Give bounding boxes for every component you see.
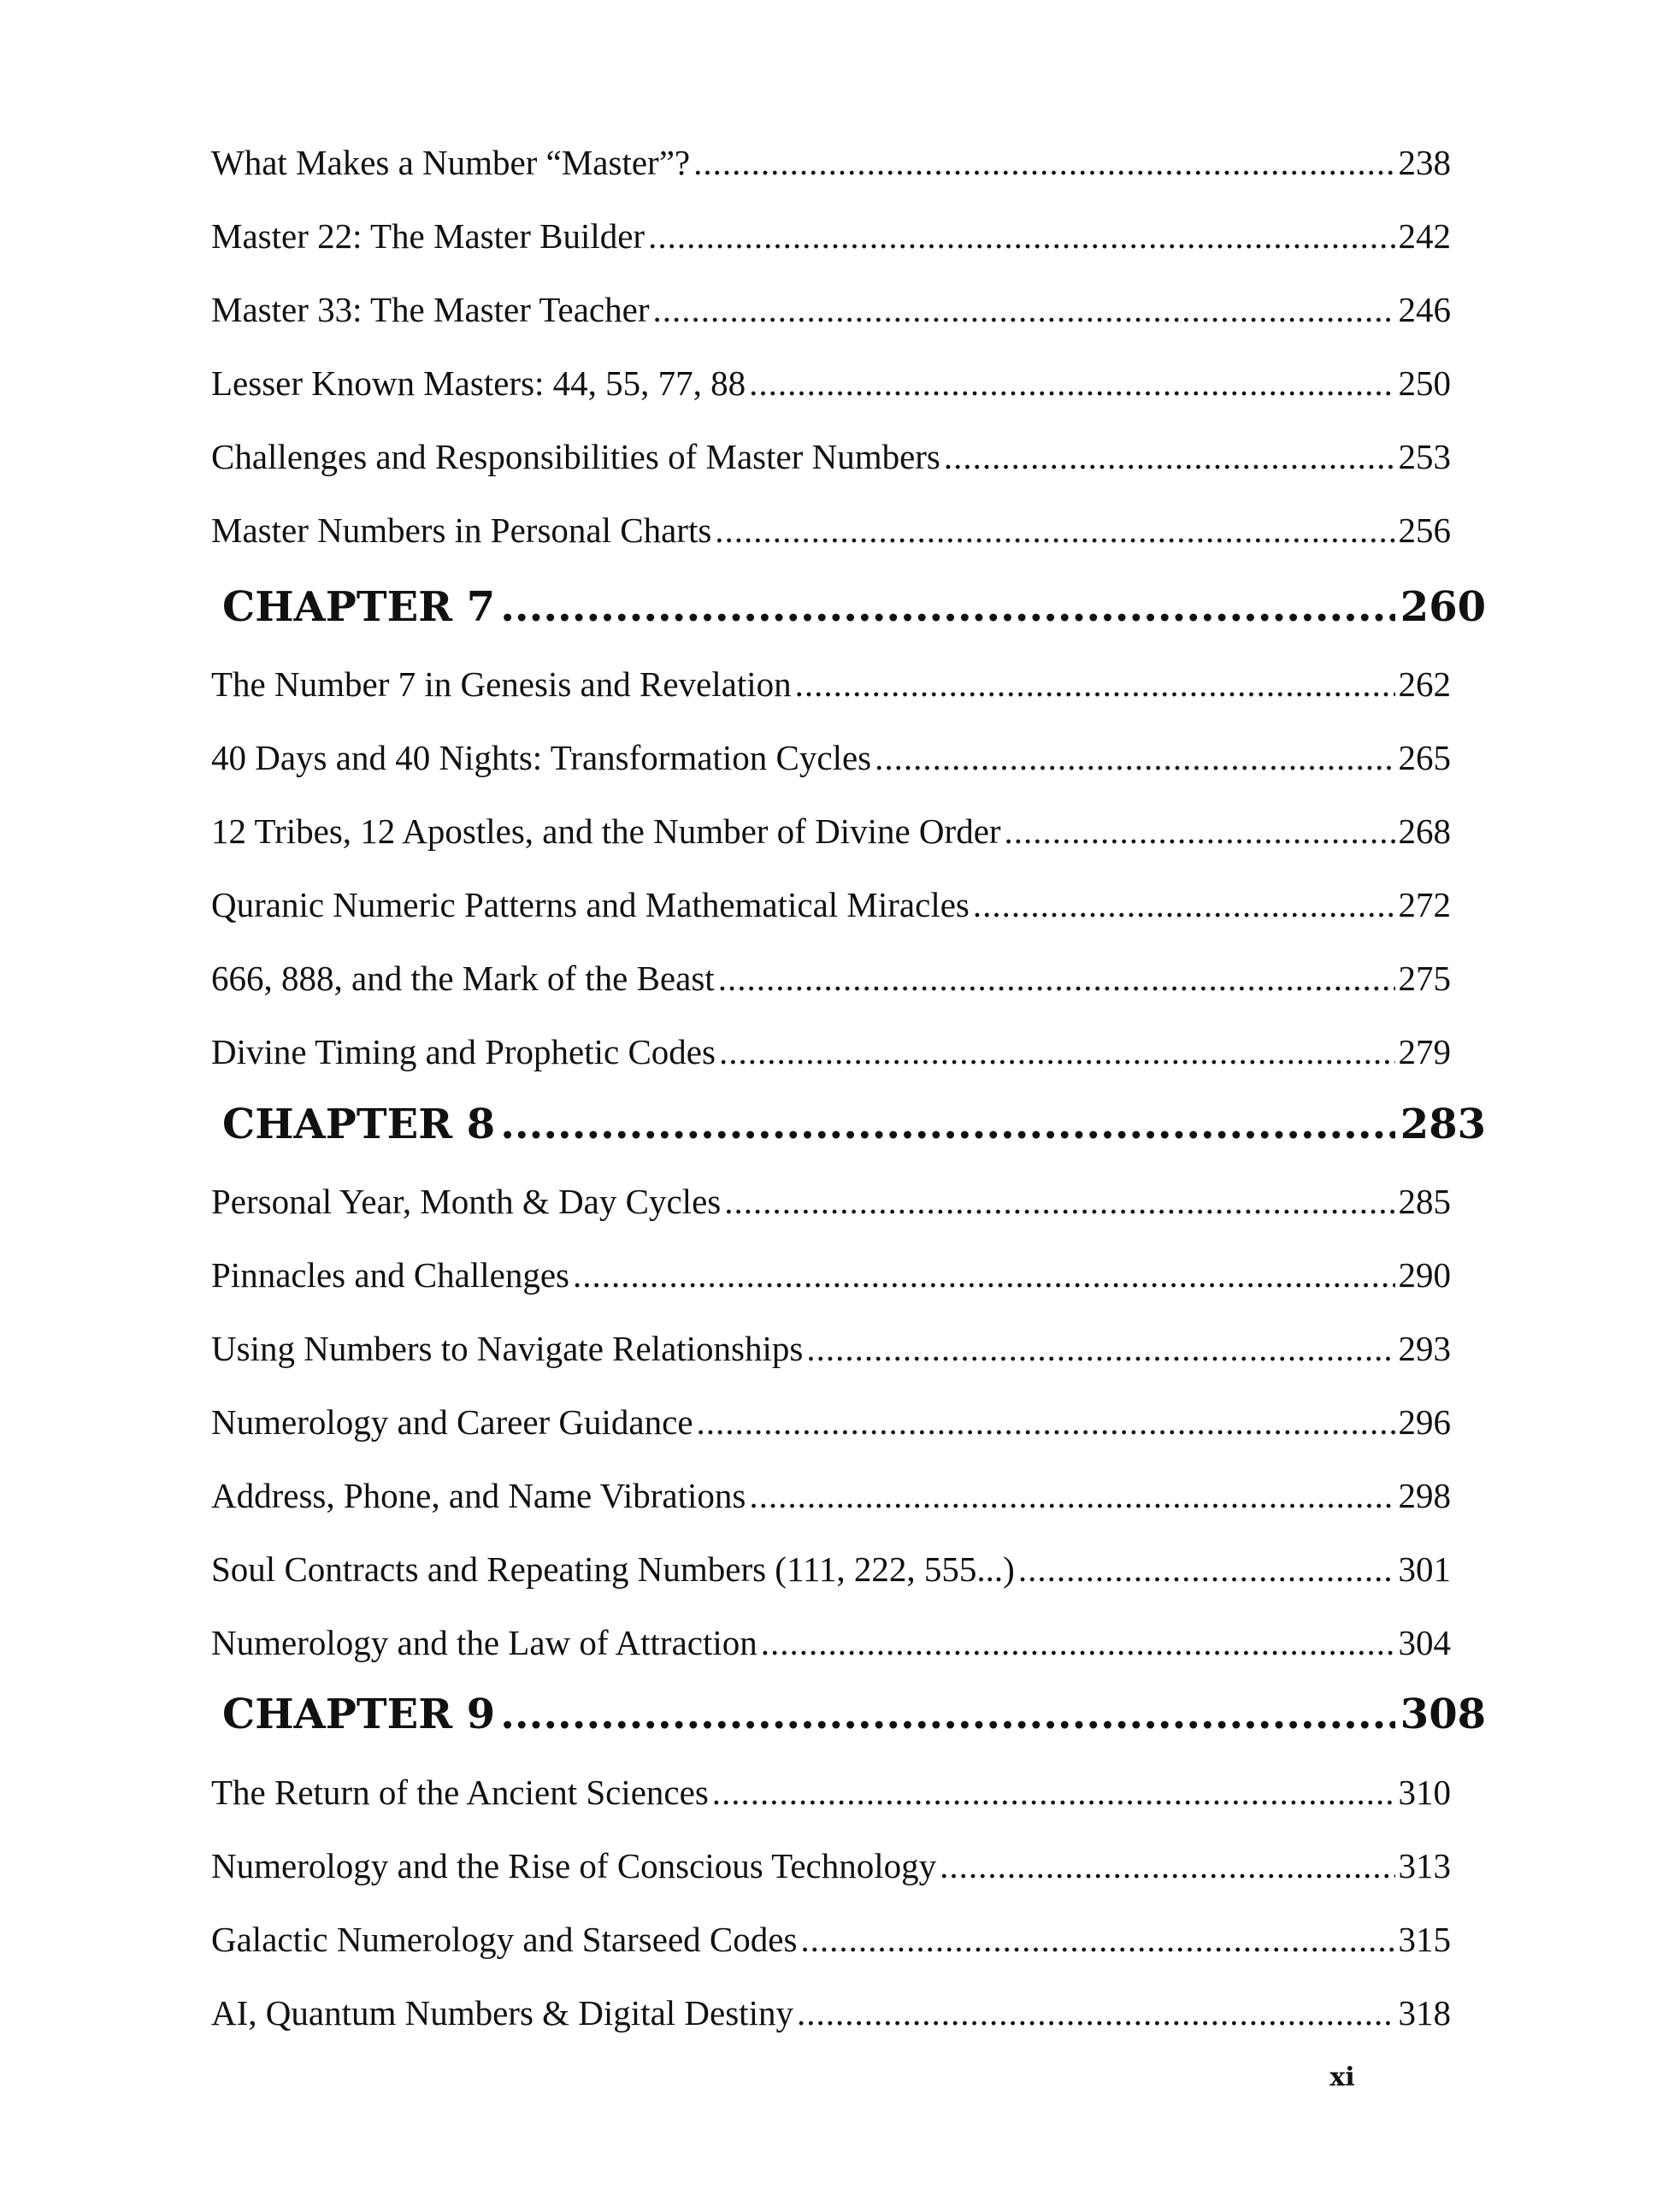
toc-entry-page-number: 246: [1398, 290, 1451, 329]
toc-section-entry[interactable]: [211, 1844, 1451, 1887]
toc-entry-title: Numerology and Career Guidance: [211, 1402, 693, 1442]
toc-entry-title: The Number 7 in Genesis and Revelation: [211, 664, 792, 704]
dot-leader: [749, 362, 1394, 404]
toc-entry-title: AI, Quantum Numbers & Digital Destiny: [211, 1993, 793, 2033]
toc-entry-title: CHAPTER 8: [222, 1100, 496, 1148]
toc-entry-title: 12 Tribes, 12 Apostles, and the Number of Divine Order: [211, 811, 1001, 851]
toc-entry-page-number: 285: [1398, 1182, 1451, 1221]
toc-section-entry[interactable]: [211, 1474, 1451, 1517]
toc-section-entry[interactable]: [211, 1991, 1451, 2034]
toc-section-entry[interactable]: [211, 957, 1451, 1000]
toc-entry-title: Quranic Numeric Patterns and Mathematical Miracles: [211, 885, 970, 924]
dot-leader: [797, 1991, 1395, 2034]
toc-entry-page-number: 283: [1400, 1100, 1486, 1148]
dot-leader: [940, 1844, 1394, 1887]
toc-entry-title: Numerology and the Rise of Conscious Technology: [211, 1846, 937, 1885]
toc-entry-page-number: 242: [1398, 216, 1451, 256]
toc-entry-title: Challenges and Responsibilities of Master Numbers: [211, 437, 940, 476]
toc-entry-title: Using Numbers to Navigate Relationships: [211, 1329, 804, 1368]
toc-entry-page-number: 318: [1398, 1993, 1451, 2033]
toc-entry-title: Divine Timing and Prophetic Codes: [211, 1032, 716, 1071]
toc-entry-title: Lesser Known Masters: 44, 55, 77, 88: [211, 363, 746, 403]
dot-leader: [973, 883, 1395, 926]
dot-leader: [1005, 810, 1395, 853]
toc-entry-page-number: 275: [1398, 959, 1451, 998]
toc-chapter-entry[interactable]: [222, 1689, 1486, 1740]
dot-leader: [500, 1099, 1395, 1150]
dot-leader: [652, 288, 1394, 331]
dot-leader: [1018, 1548, 1395, 1590]
toc-entry-title: Pinnacles and Challenges: [211, 1255, 570, 1295]
dot-leader: [500, 581, 1395, 633]
toc-entry-title: Master 33: The Master Teacher: [211, 290, 650, 329]
toc-entry-title: Personal Year, Month & Day Cycles: [211, 1182, 722, 1221]
toc-entry-title: What Makes a Number “Master”?: [211, 143, 691, 182]
toc-entry-page-number: 293: [1398, 1329, 1451, 1368]
dot-leader: [806, 1327, 1394, 1370]
toc-entry-title: CHAPTER 7: [222, 583, 496, 631]
toc-section-entry[interactable]: [211, 1327, 1451, 1370]
toc-section-entry[interactable]: [211, 810, 1451, 853]
toc-section-entry[interactable]: [211, 288, 1451, 331]
dot-leader: [875, 736, 1394, 779]
dot-leader: [795, 663, 1395, 705]
dot-leader: [500, 1689, 1395, 1740]
toc-section-entry[interactable]: [211, 1621, 1451, 1664]
dot-leader: [718, 957, 1395, 1000]
toc-chapter-entry[interactable]: [222, 1099, 1486, 1150]
toc-chapter-entry[interactable]: [222, 581, 1486, 633]
toc-entry-page-number: 313: [1398, 1846, 1451, 1885]
toc-entry-page-number: 290: [1398, 1255, 1451, 1295]
toc-entry-title: 40 Days and 40 Nights: Transformation Cycles: [211, 738, 872, 777]
dot-leader: [800, 1918, 1394, 1961]
dot-leader: [712, 1771, 1395, 1814]
dot-leader: [573, 1254, 1394, 1296]
toc-section-entry[interactable]: [211, 736, 1451, 779]
toc-entry-page-number: 250: [1398, 363, 1451, 403]
toc-section-entry[interactable]: [211, 1401, 1451, 1443]
toc-entry-page-number: 304: [1398, 1623, 1451, 1662]
toc-entry-title: 666, 888, and the Mark of the Beast: [211, 959, 715, 998]
dot-leader: [715, 509, 1394, 552]
toc-entry-page-number: 256: [1398, 510, 1451, 550]
toc-section-entry[interactable]: [211, 1254, 1451, 1296]
toc-section-entry[interactable]: [211, 1771, 1451, 1814]
toc-entry-title: Address, Phone, and Name Vibrations: [211, 1476, 746, 1515]
toc-entry-title: CHAPTER 9: [222, 1690, 496, 1738]
toc-entry-page-number: 238: [1398, 143, 1451, 182]
toc-entry-page-number: 301: [1398, 1549, 1451, 1589]
toc-entry-page-number: 296: [1398, 1402, 1451, 1442]
toc-entry-title: Master 22: The Master Builder: [211, 216, 645, 256]
toc-entry-page-number: 268: [1398, 811, 1451, 851]
page-number: xi: [1329, 2062, 1355, 2092]
dot-leader: [944, 435, 1395, 478]
toc-section-entry[interactable]: [211, 883, 1451, 926]
toc-entry-title: Master Numbers in Personal Charts: [211, 510, 712, 550]
toc-entry-page-number: 262: [1398, 664, 1451, 704]
toc-section-entry[interactable]: [211, 435, 1451, 478]
toc-entry-title: The Return of the Ancient Sciences: [211, 1773, 709, 1812]
toc-entry-title: Numerology and the Law of Attraction: [211, 1623, 757, 1662]
toc-section-entry[interactable]: [211, 141, 1451, 184]
toc-entry-page-number: 265: [1398, 738, 1451, 777]
dot-leader: [697, 1401, 1395, 1443]
dot-leader: [761, 1621, 1395, 1664]
toc-entry-page-number: 308: [1400, 1690, 1486, 1738]
toc-entry-page-number: 272: [1398, 885, 1451, 924]
toc-entry-title: Galactic Numerology and Starseed Codes: [211, 1920, 798, 1959]
toc-section-entry[interactable]: [211, 215, 1451, 257]
toc-section-entry[interactable]: [211, 1180, 1451, 1223]
toc-entry-page-number: 310: [1398, 1773, 1451, 1812]
toc-entry-page-number: 253: [1398, 437, 1451, 476]
toc-entry-page-number: 315: [1398, 1920, 1451, 1959]
toc-section-entry[interactable]: [211, 663, 1451, 705]
dot-leader: [693, 141, 1394, 184]
dot-leader: [648, 215, 1394, 257]
toc-entry-page-number: 260: [1400, 583, 1486, 631]
toc-entry-title: Soul Contracts and Repeating Numbers (111, 222, 555...): [211, 1549, 1015, 1589]
toc-section-entry[interactable]: [211, 362, 1451, 404]
toc-entry-page-number: 279: [1398, 1032, 1451, 1071]
toc-section-entry[interactable]: [211, 1030, 1451, 1073]
toc-section-entry[interactable]: [211, 509, 1451, 552]
toc-section-entry[interactable]: [211, 1918, 1451, 1961]
dot-leader: [749, 1474, 1394, 1517]
toc-entry-page-number: 298: [1398, 1476, 1451, 1515]
toc-section-entry[interactable]: [211, 1548, 1451, 1590]
dot-leader: [719, 1030, 1395, 1073]
dot-leader: [724, 1180, 1394, 1223]
